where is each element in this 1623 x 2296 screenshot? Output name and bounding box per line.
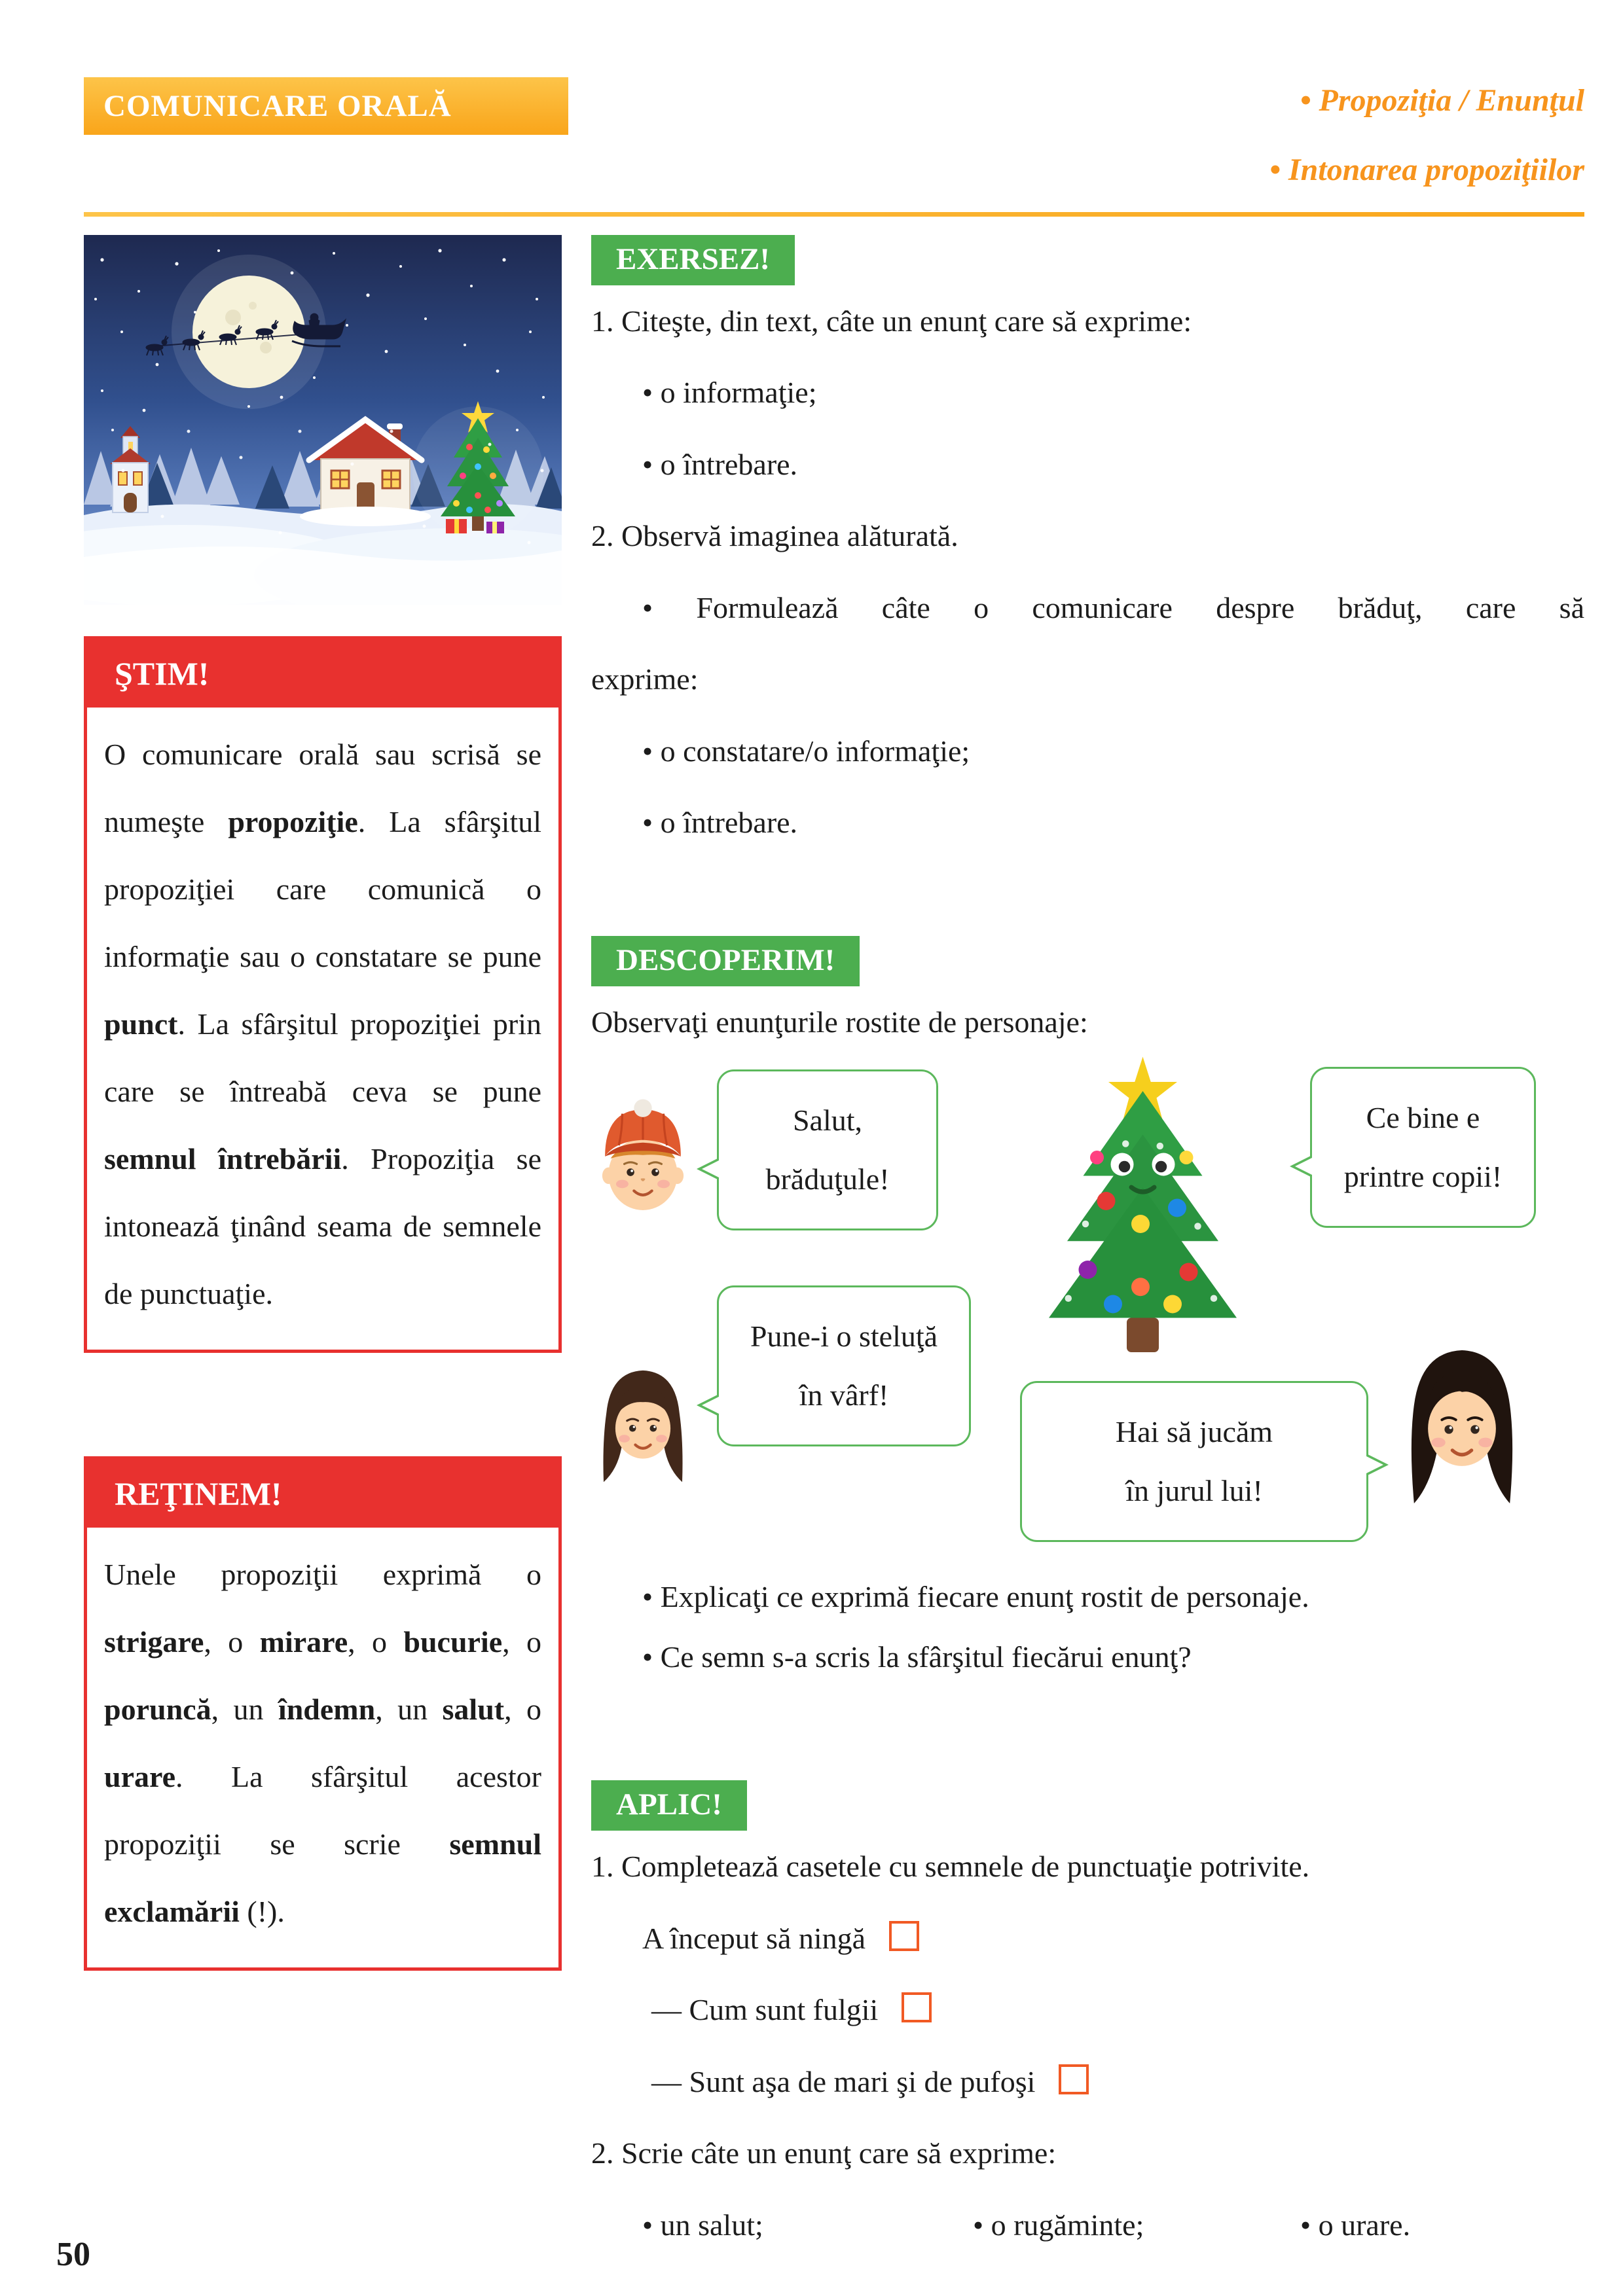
aplic-bullet-urare: • o urare. <box>1300 2208 1411 2242</box>
aplic-item-2-bullets <box>591 2189 1584 2261</box>
exersez-item-2-sub-bullet-2: • o întrebare. <box>642 806 798 840</box>
punctuation-answer-box[interactable] <box>1059 2064 1089 2094</box>
girl-face-icon <box>591 1359 695 1490</box>
punctuation-answer-box[interactable] <box>902 1992 932 2022</box>
right-column <box>591 235 1584 2261</box>
retinem-box <box>84 1456 562 1971</box>
sentence-text: A început să ningă <box>642 1921 866 1955</box>
speech-bubble-hai-sa-jucam <box>1020 1381 1368 1541</box>
exersez-item-2-sub-bullet-1: • o constatare/o informaţie; <box>642 734 970 768</box>
descoperim-title: DESCOPERIM! <box>616 942 835 977</box>
stim-box <box>84 636 562 1353</box>
chapter-banner <box>84 77 568 135</box>
winter-scene-svg <box>84 235 562 605</box>
lesson-topic-2: • Intonarea propoziţiilor <box>1269 152 1584 187</box>
speech-bubble-ce-bine <box>1310 1067 1536 1227</box>
bubble-line: Salut, <box>792 1103 863 1138</box>
descoperim-intro: Observaţi enunţurile rostite de personaje: <box>591 1005 1088 1039</box>
exersez-item-2-bullet-line-1: • Formulează câte o comunicare despre brăduţ, care să <box>642 590 1584 624</box>
boy-face-icon <box>591 1093 695 1224</box>
christmas-tree-icon <box>1017 1052 1269 1359</box>
stim-text: O comunicare orală sau scrisă se numeşte propoziţie. La sfârşitul propoziţiei care comunică o informaţie sau o constatare se pune punct. La sfârşitul propoziţiei prin care se întreabă ceva se pune semnul întrebării. Propoziţia se intonează ţinând seama de semnele de punctuaţie. <box>104 738 542 1311</box>
lesson-topic-1: • Propoziţia / Enunţul <box>1300 83 1584 118</box>
christmas-tree-character <box>1017 1052 1269 1359</box>
aplic-item-1: 1. Completează casetele cu semnele de punctuaţie potrivite. <box>591 1850 1310 1884</box>
girl-face-icon <box>1396 1340 1527 1514</box>
speech-bubble-pune-steluta <box>717 1285 971 1446</box>
sentence-text: — Cum sunt fulgii <box>651 1993 879 2027</box>
exersez-item-1: 1. Citeşte, din text, câte un enunţ care să exprime: <box>591 304 1192 338</box>
descoperim-bullet-2: • Ce semn s-a scris la sfârşitul fiecărui enunţ? <box>642 1640 1192 1674</box>
girl-character-right <box>1396 1340 1527 1514</box>
winter-scene-image <box>84 235 562 605</box>
lesson-topics <box>1269 77 1584 190</box>
bubble-line: Pune-i o steluţă <box>750 1319 938 1354</box>
descoperim-bullet-1: • Explicaţi ce exprimă fiecare enunţ rostit de personaje. <box>642 1580 1309 1614</box>
exersez-banner <box>591 235 795 285</box>
exersez-item-1-bullet-2: • o întrebare. <box>642 447 798 481</box>
bubble-line: în vârf! <box>799 1378 889 1412</box>
aplic-item-2: 2. Scrie câte un enunţ care să exprime: <box>591 2136 1057 2170</box>
page-columns <box>84 235 1584 2261</box>
sentence-text: — Sunt aşa de mari şi de pufoşi <box>651 2064 1036 2098</box>
page-number: 50 <box>56 2236 90 2273</box>
girl-character-left <box>591 1359 695 1490</box>
bubble-line: Hai să jucăm <box>1115 1415 1273 1449</box>
bubble-line: brăduţule! <box>765 1162 890 1196</box>
exersez-item-2: 2. Observă imaginea alăturată. <box>591 519 958 553</box>
chapter-title: COMUNICARE ORALĂ <box>103 89 452 123</box>
aplic-punctuation-line-3 <box>591 2046 1584 2117</box>
aplic-banner <box>591 1780 747 1831</box>
aplic-punctuation-line-1 <box>591 1903 1584 1974</box>
aplic-punctuation-line-2 <box>591 1974 1584 2045</box>
punctuation-answer-box[interactable] <box>889 1921 919 1951</box>
header-divider <box>84 212 1584 217</box>
bubble-line: printre copii! <box>1343 1159 1503 1193</box>
exersez-item-1-bullet-1: • o informaţie; <box>642 376 817 410</box>
descoperim-banner <box>591 936 860 986</box>
speech-bubble-salut <box>717 1069 938 1230</box>
aplic-title: APLIC! <box>616 1787 722 1822</box>
exersez-title: EXERSEZ! <box>616 242 771 276</box>
characters-scene <box>591 1062 1584 1567</box>
bubble-line: în jurul lui! <box>1125 1473 1263 1507</box>
left-column <box>84 235 562 2261</box>
bubble-line: Ce bine e <box>1366 1101 1480 1135</box>
aplic-bullet-rugaminte: • o rugăminte; <box>973 2208 1144 2242</box>
retinem-text: Unele propoziţii exprimă o strigare, o mirare, o bucurie, o poruncă, un îndemn, un salut, o urare. La sfârşitul acestor propoziţii se scrie semnul exclamării (!). <box>104 1558 542 1929</box>
aplic-bullet-salut: • un salut; <box>642 2208 763 2242</box>
boy-character <box>591 1093 695 1224</box>
page-header <box>84 77 1584 190</box>
retinem-heading: REŢINEM! <box>87 1460 558 1528</box>
exersez-item-2-bullet-line-2: exprime: <box>591 662 699 696</box>
stim-heading: ŞTIM! <box>87 639 558 708</box>
